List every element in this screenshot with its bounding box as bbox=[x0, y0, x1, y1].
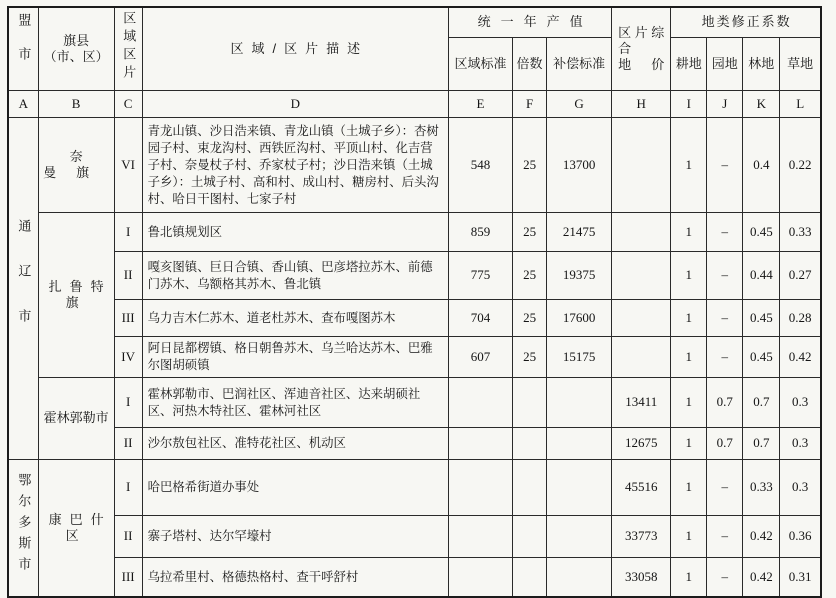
coef-forest-cell: 0.4 bbox=[743, 118, 780, 213]
header-compensation-standard: 补偿标准 bbox=[547, 38, 612, 91]
multiplier-cell bbox=[513, 516, 547, 558]
coef-grass-cell: 0.22 bbox=[780, 118, 821, 213]
header-banner-county bbox=[38, 7, 114, 91]
table-row bbox=[8, 378, 821, 428]
coef-garden-cell: – bbox=[707, 460, 743, 516]
header-zone-code bbox=[114, 7, 142, 91]
zone-price-cell bbox=[612, 118, 671, 213]
col-letter-f: F bbox=[513, 91, 547, 118]
coef-grass-cell: 0.3 bbox=[780, 460, 821, 516]
header-regional-standard: 区域标准 bbox=[448, 38, 512, 91]
coef-grass-cell: 0.31 bbox=[780, 558, 821, 598]
desc-cell: 嘎亥图镇、巨日合镇、香山镇、巴彦塔拉苏木、前德门苏木、乌额格其苏木、鲁北镇 bbox=[142, 252, 448, 300]
coef-forest-cell: 0.45 bbox=[743, 300, 780, 337]
zone-price-cell bbox=[612, 213, 671, 252]
regional-standard-cell bbox=[448, 516, 512, 558]
zone-cell: III bbox=[114, 300, 142, 337]
coef-grass-cell: 0.27 bbox=[780, 252, 821, 300]
multiplier-cell: 25 bbox=[513, 337, 547, 378]
coef-cultivated-cell: 1 bbox=[671, 460, 707, 516]
zone-price-cell bbox=[612, 300, 671, 337]
coef-cultivated-cell: 1 bbox=[671, 428, 707, 460]
col-letter-j: J bbox=[707, 91, 743, 118]
multiplier-cell: 25 bbox=[513, 300, 547, 337]
coef-cultivated-cell: 1 bbox=[671, 213, 707, 252]
header-row-1 bbox=[8, 7, 821, 38]
multiplier-cell bbox=[513, 460, 547, 516]
column-letter-row bbox=[8, 91, 821, 118]
coef-garden-cell: – bbox=[707, 337, 743, 378]
header-banner-line1: 旗县 bbox=[63, 32, 90, 48]
league-cell-ordos bbox=[8, 460, 38, 598]
header-zone-comprehensive-price bbox=[612, 7, 671, 91]
coef-garden-cell: – bbox=[707, 516, 743, 558]
coef-cultivated-cell: 1 bbox=[671, 516, 707, 558]
zone-price-cell: 45516 bbox=[612, 460, 671, 516]
league-cell-tongliao bbox=[8, 118, 38, 460]
compensation-cell bbox=[547, 460, 612, 516]
multiplier-cell: 25 bbox=[513, 213, 547, 252]
header-zone-code-label: 区域区片 bbox=[121, 10, 137, 83]
coef-grass-cell: 0.3 bbox=[780, 428, 821, 460]
coef-garden-cell: 0.7 bbox=[707, 378, 743, 428]
zone-price-cell: 33773 bbox=[612, 516, 671, 558]
header-grass-land: 草地 bbox=[780, 38, 821, 91]
desc-cell: 鲁北镇规划区 bbox=[142, 213, 448, 252]
desc-cell: 沙尔敖包社区、准特花社区、机动区 bbox=[142, 428, 448, 460]
coef-forest-cell: 0.45 bbox=[743, 337, 780, 378]
header-unified-annual-output: 统一年产值 bbox=[448, 7, 611, 38]
coef-grass-cell: 0.28 bbox=[780, 300, 821, 337]
regional-standard-cell: 704 bbox=[448, 300, 512, 337]
coef-cultivated-cell: 1 bbox=[671, 118, 707, 213]
table-row bbox=[8, 428, 821, 460]
coef-forest-cell: 0.7 bbox=[743, 378, 780, 428]
regional-standard-cell bbox=[448, 460, 512, 516]
table-row bbox=[8, 213, 821, 252]
compensation-cell bbox=[547, 428, 612, 460]
coef-garden-cell: – bbox=[707, 252, 743, 300]
col-letter-g: G bbox=[547, 91, 612, 118]
coef-forest-cell: 0.45 bbox=[743, 213, 780, 252]
regional-standard-cell: 775 bbox=[448, 252, 512, 300]
zone-cell: I bbox=[114, 378, 142, 428]
compensation-cell: 21475 bbox=[547, 213, 612, 252]
coef-cultivated-cell: 1 bbox=[671, 378, 707, 428]
coef-grass-cell: 0.42 bbox=[780, 337, 821, 378]
banner-cell-kangbashi: 康巴什区 bbox=[38, 460, 114, 598]
desc-cell: 霍林郭勒市、巴润社区、浑迪音社区、达来胡硕社区、河热木特社区、霍林河社区 bbox=[142, 378, 448, 428]
header-forest-land: 林地 bbox=[743, 38, 780, 91]
multiplier-cell: 25 bbox=[513, 118, 547, 213]
compensation-cell: 13700 bbox=[547, 118, 612, 213]
regional-standard-cell bbox=[448, 378, 512, 428]
regional-standard-cell: 548 bbox=[448, 118, 512, 213]
table-row bbox=[8, 516, 821, 558]
coef-grass-cell: 0.33 bbox=[780, 213, 821, 252]
compensation-cell bbox=[547, 516, 612, 558]
header-zone-price-line1: 区片综合 bbox=[618, 24, 665, 56]
header-landtype-coefficient-group: 地类修正系数 bbox=[671, 7, 821, 38]
table-row bbox=[8, 118, 821, 213]
desc-cell: 寨子塔村、达尔罕壕村 bbox=[142, 516, 448, 558]
regional-standard-cell bbox=[448, 558, 512, 598]
zone-price-cell: 13411 bbox=[612, 378, 671, 428]
coef-grass-cell: 0.3 bbox=[780, 378, 821, 428]
banner-cell-jarud: 扎鲁特旗 bbox=[38, 213, 114, 378]
desc-cell: 青龙山镇、沙日浩来镇、青龙山镇（土城子乡）：杏树园子村、束龙沟村、西铁匠沟村、平顶山村、化吉营子村、奈曼杖子村、乔家杖子村；沙日浩来镇（土城子乡）：土城子村、高和村、成山村、糖房村、后头沟村、哈日干图村、七家子村 bbox=[142, 118, 448, 213]
compensation-cell: 19375 bbox=[547, 252, 612, 300]
banner-cell-naiman: 奈曼旗 bbox=[38, 118, 114, 213]
compensation-cell bbox=[547, 558, 612, 598]
col-letter-d: D bbox=[142, 91, 448, 118]
coef-cultivated-cell: 1 bbox=[671, 252, 707, 300]
compensation-cell: 15175 bbox=[547, 337, 612, 378]
desc-cell: 哈巴格希街道办事处 bbox=[142, 460, 448, 516]
col-letter-h: H bbox=[612, 91, 671, 118]
col-letter-c: C bbox=[114, 91, 142, 118]
zone-cell: VI bbox=[114, 118, 142, 213]
table-row bbox=[8, 300, 821, 337]
multiplier-cell bbox=[513, 378, 547, 428]
header-league-city bbox=[8, 7, 38, 91]
zone-cell: III bbox=[114, 558, 142, 598]
coef-grass-cell: 0.36 bbox=[780, 516, 821, 558]
desc-cell: 乌力吉木仁苏木、道老杜苏木、查布嘎图苏木 bbox=[142, 300, 448, 337]
coef-cultivated-cell: 1 bbox=[671, 300, 707, 337]
regional-standard-cell bbox=[448, 428, 512, 460]
desc-cell: 阿日昆都楞镇、格日朝鲁苏木、乌兰哈达苏木、巴雅尔图胡硕镇 bbox=[142, 337, 448, 378]
coef-forest-cell: 0.44 bbox=[743, 252, 780, 300]
regional-standard-cell: 607 bbox=[448, 337, 512, 378]
zone-price-cell: 33058 bbox=[612, 558, 671, 598]
zone-cell: II bbox=[114, 252, 142, 300]
col-letter-l: L bbox=[780, 91, 821, 118]
table-row bbox=[8, 252, 821, 300]
multiplier-cell: 25 bbox=[513, 252, 547, 300]
header-cultivated-land: 耕地 bbox=[671, 38, 707, 91]
zone-cell: II bbox=[114, 516, 142, 558]
compensation-cell bbox=[547, 378, 612, 428]
coef-forest-cell: 0.42 bbox=[743, 516, 780, 558]
land-price-table bbox=[7, 6, 822, 598]
header-garden-land: 园地 bbox=[707, 38, 743, 91]
compensation-cell: 17600 bbox=[547, 300, 612, 337]
coef-garden-cell: 0.7 bbox=[707, 428, 743, 460]
league-name: 鄂尔多斯市 bbox=[16, 473, 32, 579]
zone-cell: II bbox=[114, 428, 142, 460]
table-row bbox=[8, 460, 821, 516]
coef-forest-cell: 0.42 bbox=[743, 558, 780, 598]
coef-garden-cell: – bbox=[707, 213, 743, 252]
header-zone-description: 区域/区片描述 bbox=[142, 7, 448, 91]
coef-forest-cell: 0.7 bbox=[743, 428, 780, 460]
coef-garden-cell: – bbox=[707, 300, 743, 337]
multiplier-cell bbox=[513, 558, 547, 598]
league-name: 通辽市 bbox=[16, 218, 32, 354]
table-row bbox=[8, 558, 821, 598]
col-letter-a: A bbox=[8, 91, 38, 118]
zone-price-cell: 12675 bbox=[612, 428, 671, 460]
zone-cell: I bbox=[114, 460, 142, 516]
coef-garden-cell: – bbox=[707, 118, 743, 213]
coef-cultivated-cell: 1 bbox=[671, 337, 707, 378]
header-multiplier: 倍数 bbox=[513, 38, 547, 91]
coef-cultivated-cell: 1 bbox=[671, 558, 707, 598]
zone-price-cell bbox=[612, 252, 671, 300]
multiplier-cell bbox=[513, 428, 547, 460]
col-letter-e: E bbox=[448, 91, 512, 118]
zone-cell: I bbox=[114, 213, 142, 252]
coef-garden-cell: – bbox=[707, 558, 743, 598]
desc-cell: 乌拉希里村、格德热格村、查干呼舒村 bbox=[142, 558, 448, 598]
coef-forest-cell: 0.33 bbox=[743, 460, 780, 516]
col-letter-k: K bbox=[743, 91, 780, 118]
zone-cell: IV bbox=[114, 337, 142, 378]
col-letter-b: B bbox=[38, 91, 114, 118]
col-letter-i: I bbox=[671, 91, 707, 118]
banner-cell-huolinguole: 霍林郭勒市 bbox=[38, 378, 114, 460]
regional-standard-cell: 859 bbox=[448, 213, 512, 252]
header-league-city-label: 盟市 bbox=[16, 12, 32, 81]
zone-price-cell bbox=[612, 337, 671, 378]
header-banner-line2: （市、区） bbox=[43, 49, 109, 64]
table-row bbox=[8, 337, 821, 378]
header-zone-price-line2: 地价 bbox=[618, 57, 665, 73]
